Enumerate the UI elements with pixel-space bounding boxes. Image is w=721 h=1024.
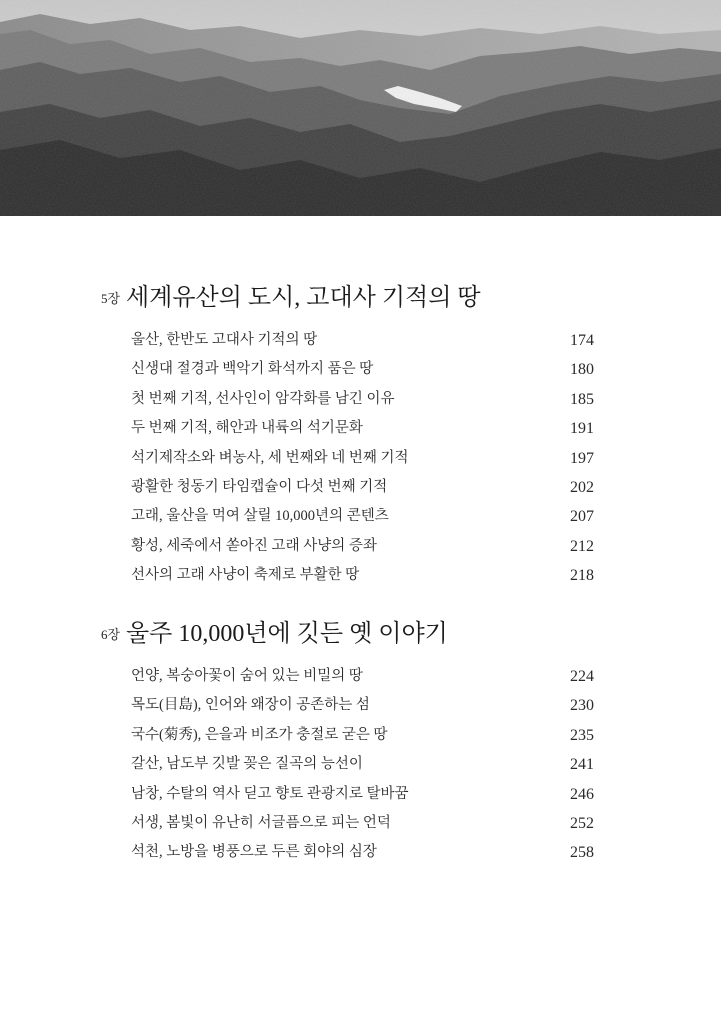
toc-entry-page-number: 174 — [570, 332, 594, 349]
toc-entry-title: 첫 번째 기적, 선사인이 암각화를 남긴 이유 — [131, 390, 395, 407]
toc-entry — [0, 532, 721, 561]
toc-entry-title: 선사의 고래 사냥이 축제로 부활한 땅 — [131, 567, 360, 584]
chapter-title: 세계유산의 도시, 고대사 기적의 땅 — [126, 285, 481, 311]
toc-entry-list — [0, 662, 721, 868]
chapter-5-section — [0, 282, 721, 591]
toc-entry — [0, 414, 721, 443]
toc-entry — [0, 780, 721, 809]
toc-entry — [0, 355, 721, 384]
toc-entry-list — [0, 326, 721, 591]
toc-entry-title: 광활한 청동기 타임캡슐이 다섯 번째 기적 — [131, 478, 388, 495]
toc-entry-page-number: 252 — [570, 814, 594, 832]
toc-entry — [0, 662, 721, 691]
toc-entry-page-number: 180 — [570, 361, 594, 379]
toc-entry-title: 고래, 울산을 먹여 살릴 10,000년의 콘텐츠 — [131, 508, 389, 525]
toc-entry — [0, 502, 721, 531]
toc-entry-title: 황성, 세죽에서 쏟아진 고래 사냥의 증좌 — [131, 537, 377, 554]
toc-entry-title: 울산, 한반도 고대사 기적의 땅 — [131, 332, 318, 348]
toc-entry-title: 서생, 봄빛이 유난히 서글픔으로 피는 언덕 — [131, 814, 391, 831]
toc-entry-page-number: 212 — [570, 537, 594, 555]
toc-entry-title: 석천, 노방을 병풍으로 두른 회야의 심장 — [131, 844, 377, 861]
toc-entry-page-number: 224 — [570, 668, 594, 685]
toc-entry-page-number: 218 — [570, 567, 594, 585]
toc-entry-page-number: 185 — [570, 390, 594, 408]
toc-entry — [0, 473, 721, 502]
toc-entry-page-number: 191 — [570, 420, 594, 438]
toc-entry — [0, 721, 721, 750]
toc-entry-title: 국수(菊秀), 은을과 비조가 충절로 굳은 땅 — [131, 726, 388, 743]
toc-entry-page-number: 235 — [570, 726, 594, 744]
toc-entry-page-number: 197 — [570, 449, 594, 467]
toc-entry — [0, 326, 721, 355]
toc-entry-title: 신생대 절경과 백악기 화석까지 품은 땅 — [131, 361, 374, 378]
toc-entry-page-number: 246 — [570, 785, 594, 803]
toc-entry-page-number: 258 — [570, 844, 594, 862]
toc-entry-page-number: 230 — [570, 697, 594, 715]
toc-entry-title: 두 번째 기적, 해안과 내륙의 석기문화 — [131, 420, 363, 437]
chapter-6-section — [0, 618, 721, 868]
toc-entry — [0, 838, 721, 867]
toc-entry — [0, 561, 721, 590]
toc-entry — [0, 444, 721, 473]
toc-entry-page-number: 202 — [570, 478, 594, 496]
toc-entry-title: 갈산, 남도부 깃발 꽂은 질곡의 능선이 — [131, 756, 363, 773]
chapter-heading — [0, 618, 721, 650]
toc-entry — [0, 691, 721, 720]
toc-entry-title: 석기제작소와 벼농사, 세 번째와 네 번째 기적 — [131, 449, 409, 466]
toc-entry — [0, 750, 721, 779]
toc-entry-page-number: 241 — [570, 756, 594, 774]
toc-entry-title: 남창, 수탈의 역사 딛고 향토 관광지로 탈바꿈 — [131, 785, 409, 802]
chapter-title: 울주 10,000년에 깃든 옛 이야기 — [126, 621, 448, 647]
toc-entry — [0, 809, 721, 838]
chapter-heading — [0, 282, 721, 314]
toc-entry-title: 언양, 복숭아꽃이 숨어 있는 비밀의 땅 — [131, 668, 363, 684]
mountain-landscape-photo — [0, 0, 721, 216]
toc-entry — [0, 385, 721, 414]
chapter-number: 5장 — [101, 291, 121, 306]
toc-entry-page-number: 207 — [570, 508, 594, 526]
chapter-number: 6장 — [101, 627, 121, 642]
toc-entry-title: 목도(目島), 인어와 왜장이 공존하는 섬 — [131, 697, 370, 714]
